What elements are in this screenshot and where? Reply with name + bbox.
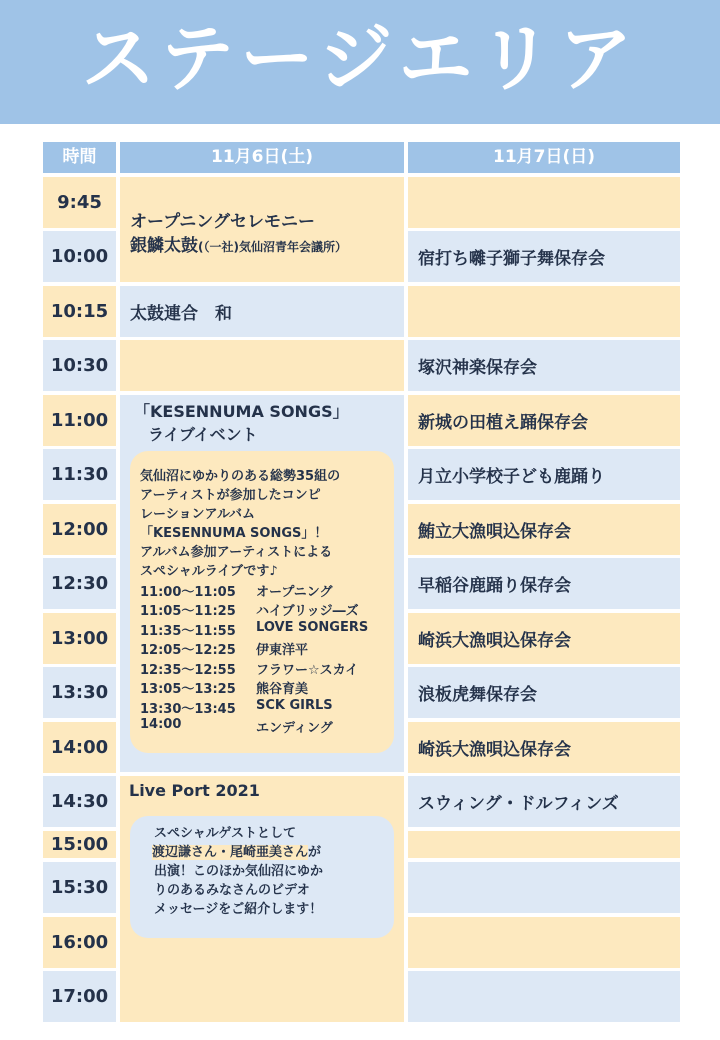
header-day2: 11月7日(日) xyxy=(408,142,680,173)
time-cell: 12:30 xyxy=(43,558,116,609)
songs-title: 「KESENNUMA SONGS」 xyxy=(134,402,349,421)
day2-empty-cell xyxy=(408,286,680,337)
day2-empty-cell xyxy=(408,862,680,913)
time-cell: 10:00 xyxy=(43,231,116,282)
day2-event-cell: 月立小学校子ども鹿踊り xyxy=(408,449,680,500)
header-time: 時間 xyxy=(43,142,116,173)
ginrin-taiko-label: 銀鱗太鼓(（一社)気仙沼青年会議所） xyxy=(130,236,347,256)
schedule-name: フラワー☆スカイ xyxy=(256,663,359,678)
time-cell: 15:30 xyxy=(43,862,116,913)
songs-desc-line: 「KESENNUMA SONGS」！ xyxy=(140,526,328,541)
schedule-time: 12:35～12:55 xyxy=(140,663,236,678)
day1-opening-cell xyxy=(120,177,404,282)
time-cell: 12:00 xyxy=(43,504,116,555)
day2-event-cell: 新城の田植え踊保存会 xyxy=(408,395,680,446)
schedule-time: 12:05～12:25 xyxy=(140,643,236,658)
opening-ceremony-label: オープニングセレモニー xyxy=(130,212,315,232)
time-cell: 9:45 xyxy=(43,177,116,228)
day2-empty-cell xyxy=(408,971,680,1022)
schedule-name: エンディング xyxy=(256,721,333,736)
day2-event-cell: 鮪立大漁唄込保存会 xyxy=(408,504,680,555)
time-cell: 16:00 xyxy=(43,917,116,968)
day2-event-cell: 崎浜大漁唄込保存会 xyxy=(408,722,680,773)
schedule-time: 14:00 xyxy=(140,717,182,732)
day2-event-cell: 宿打ち囃子獅子舞保存会 xyxy=(408,231,680,282)
schedule-name: オープニング xyxy=(256,585,333,600)
songs-desc-line: スペシャルライブです♪ xyxy=(140,564,278,579)
liveport-guests-highlight: 渡辺謙さん・尾崎亜美さん xyxy=(152,845,309,860)
time-cell: 14:00 xyxy=(43,722,116,773)
day2-event-cell: 塚沢神楽保存会 xyxy=(408,340,680,391)
time-cell: 15:00 xyxy=(43,831,116,858)
schedule-time: 11:35～11:55 xyxy=(140,624,236,639)
songs-desc-line: レーションアルバム xyxy=(140,507,256,522)
songs-desc-line: アーティストが参加したコンピ xyxy=(140,488,321,503)
day2-empty-cell xyxy=(408,177,680,228)
time-cell: 11:00 xyxy=(43,395,116,446)
header-day1: 11月6日(土) xyxy=(120,142,404,173)
time-cell: 13:30 xyxy=(43,667,116,718)
day1-songs-cell xyxy=(120,395,404,772)
day1-taiko-cell: 太鼓連合 和 xyxy=(120,286,404,337)
schedule-time: 13:30～13:45 xyxy=(140,702,236,717)
day1-liveport-cell xyxy=(120,776,404,1022)
schedule-time: 11:05～11:25 xyxy=(140,604,236,619)
songs-desc-line: 気仙沼にゆかりのある総勢35組の xyxy=(140,469,341,484)
songs-desc-line: アルバム参加アーティストによる xyxy=(140,545,333,560)
page-title: ステージエリア xyxy=(81,16,639,102)
schedule-name: LOVE SONGERS xyxy=(256,620,369,635)
liveport-title: Live Port 2021 xyxy=(129,781,260,800)
songs-info-bubble xyxy=(130,451,394,753)
liveport-guests-line: 渡辺謙さん・尾崎亜美さんが xyxy=(152,845,322,860)
day1-empty-cell xyxy=(120,340,404,391)
time-cell: 10:15 xyxy=(43,286,116,337)
day2-event-cell: 浪板虎舞保存会 xyxy=(408,667,680,718)
day2-empty-cell xyxy=(408,831,680,858)
liveport-desc-line: スペシャルゲストとして xyxy=(154,826,296,841)
liveport-info-bubble xyxy=(130,816,394,938)
time-cell: 10:30 xyxy=(43,340,116,391)
liveport-desc-line: 出演！このほか気仙沼にゆか xyxy=(154,864,324,879)
songs-subtitle: ライブイベント xyxy=(148,425,258,444)
schedule-name: ハイブリッジ―ズ xyxy=(256,604,359,619)
schedule-name: 熊谷育美 xyxy=(256,682,309,697)
liveport-desc-line: メッセージをご紹介します！ xyxy=(154,902,323,917)
schedule-time: 13:05～13:25 xyxy=(140,682,236,697)
liveport-desc-line: りのあるみなさんのビデオ xyxy=(154,883,310,898)
title-banner xyxy=(0,0,720,124)
schedule-time: 11:00～11:05 xyxy=(140,585,236,600)
day2-event-cell: スウィング・ドルフィンズ xyxy=(408,776,680,827)
day2-empty-cell xyxy=(408,917,680,968)
time-cell: 17:00 xyxy=(43,971,116,1022)
schedule-name: 伊東洋平 xyxy=(256,643,309,658)
time-cell: 13:00 xyxy=(43,613,116,664)
day2-event-cell: 崎浜大漁唄込保存会 xyxy=(408,613,680,664)
schedule-name: SCK GIRLS xyxy=(256,698,333,713)
day2-event-cell: 早稲谷鹿踊り保存会 xyxy=(408,558,680,609)
time-cell: 11:30 xyxy=(43,449,116,500)
time-cell: 14:30 xyxy=(43,776,116,827)
